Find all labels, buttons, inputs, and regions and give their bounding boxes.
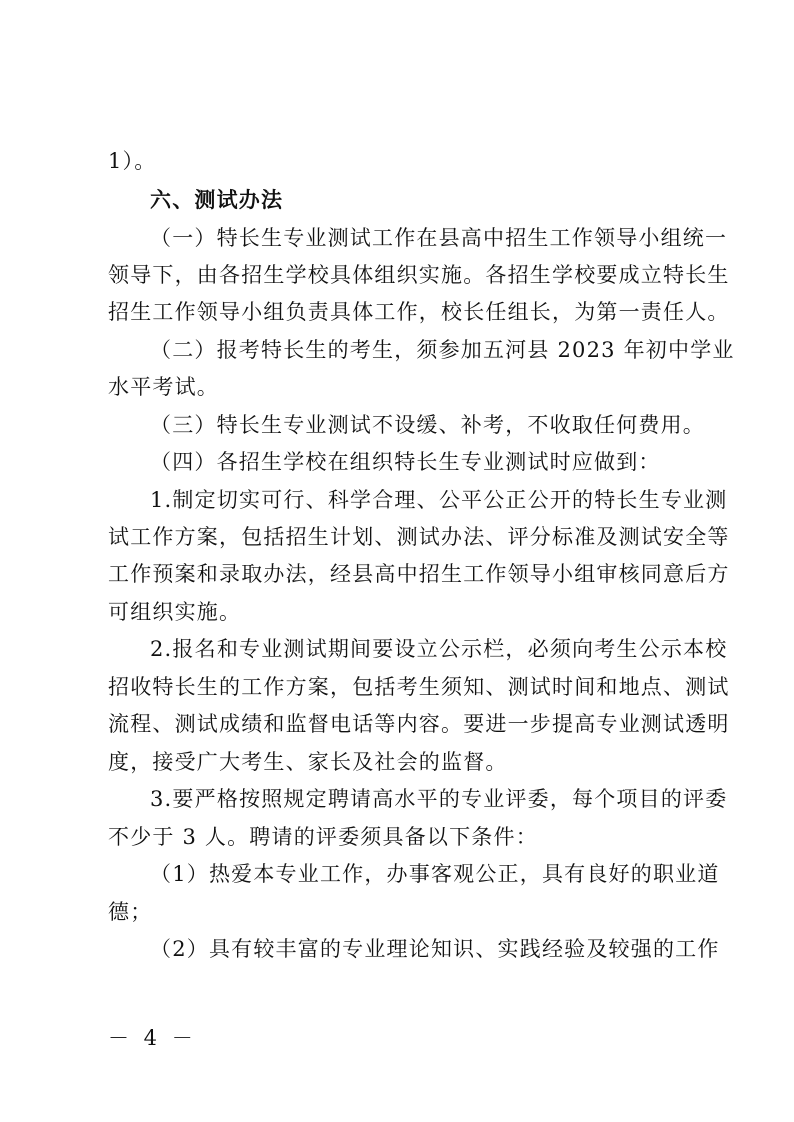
page-number: － 4 －: [108, 1026, 197, 1050]
section-heading: 六、测试办法: [150, 188, 284, 212]
paragraph-line: （三）特长生专业测试不设缓、补考，不收取任何费用。: [150, 413, 705, 437]
sub-item-line: （1）热爱本专业工作，办事客观公正，具有良好的职业道: [150, 862, 720, 886]
paragraph-line: 领导下，由各招生学校具体组织实施。各招生学校要成立特长生: [108, 263, 730, 287]
paragraph-line: 可组织实施。: [108, 600, 242, 624]
paragraph-line: （一）特长生专业测试工作在县高中招生工作领导小组统一: [150, 226, 728, 250]
paragraph-line: （二）报考特长生的考生，须参加五河县 2023 年初中学业: [150, 338, 735, 362]
paragraph-line: 度，接受广大考生、家长及社会的监督。: [108, 750, 508, 774]
list-item-line: 2.报名和专业测试期间要设立公示栏，必须向考生公示本校: [150, 637, 728, 661]
sub-item-line: （2）具有较丰富的专业理论知识、实践经验及较强的工作: [150, 937, 720, 961]
paragraph-line: 试工作方案，包括招生计划、测试办法、评分标准及测试安全等: [108, 525, 730, 549]
list-item-line: 3.要严格按照规定聘请高水平的专业评委，每个项目的评委: [150, 787, 728, 811]
paragraph-line: （四）各招生学校在组织特长生专业测试时应做到：: [150, 450, 661, 474]
paragraph-line: 招收特长生的工作方案，包括考生须知、测试时间和地点、测试: [108, 675, 730, 699]
paragraph-line: 流程、测试成绩和监督电话等内容。要进一步提高专业测试透明: [108, 712, 730, 736]
paragraph-line: 工作预案和录取办法，经县高中招生工作领导小组审核同意后方: [108, 562, 730, 586]
paragraph-line: 德；: [108, 900, 153, 924]
list-item-line: 1.制定切实可行、科学合理、公平公正公开的特长生专业测: [150, 488, 728, 512]
text-line: 1）。: [108, 149, 157, 173]
paragraph-line: 水平考试。: [108, 375, 219, 399]
paragraph-line: 不少于 3 人。聘请的评委须具备以下条件：: [108, 825, 538, 849]
paragraph-line: 招生工作领导小组负责具体工作，校长任组长，为第一责任人。: [108, 300, 730, 324]
